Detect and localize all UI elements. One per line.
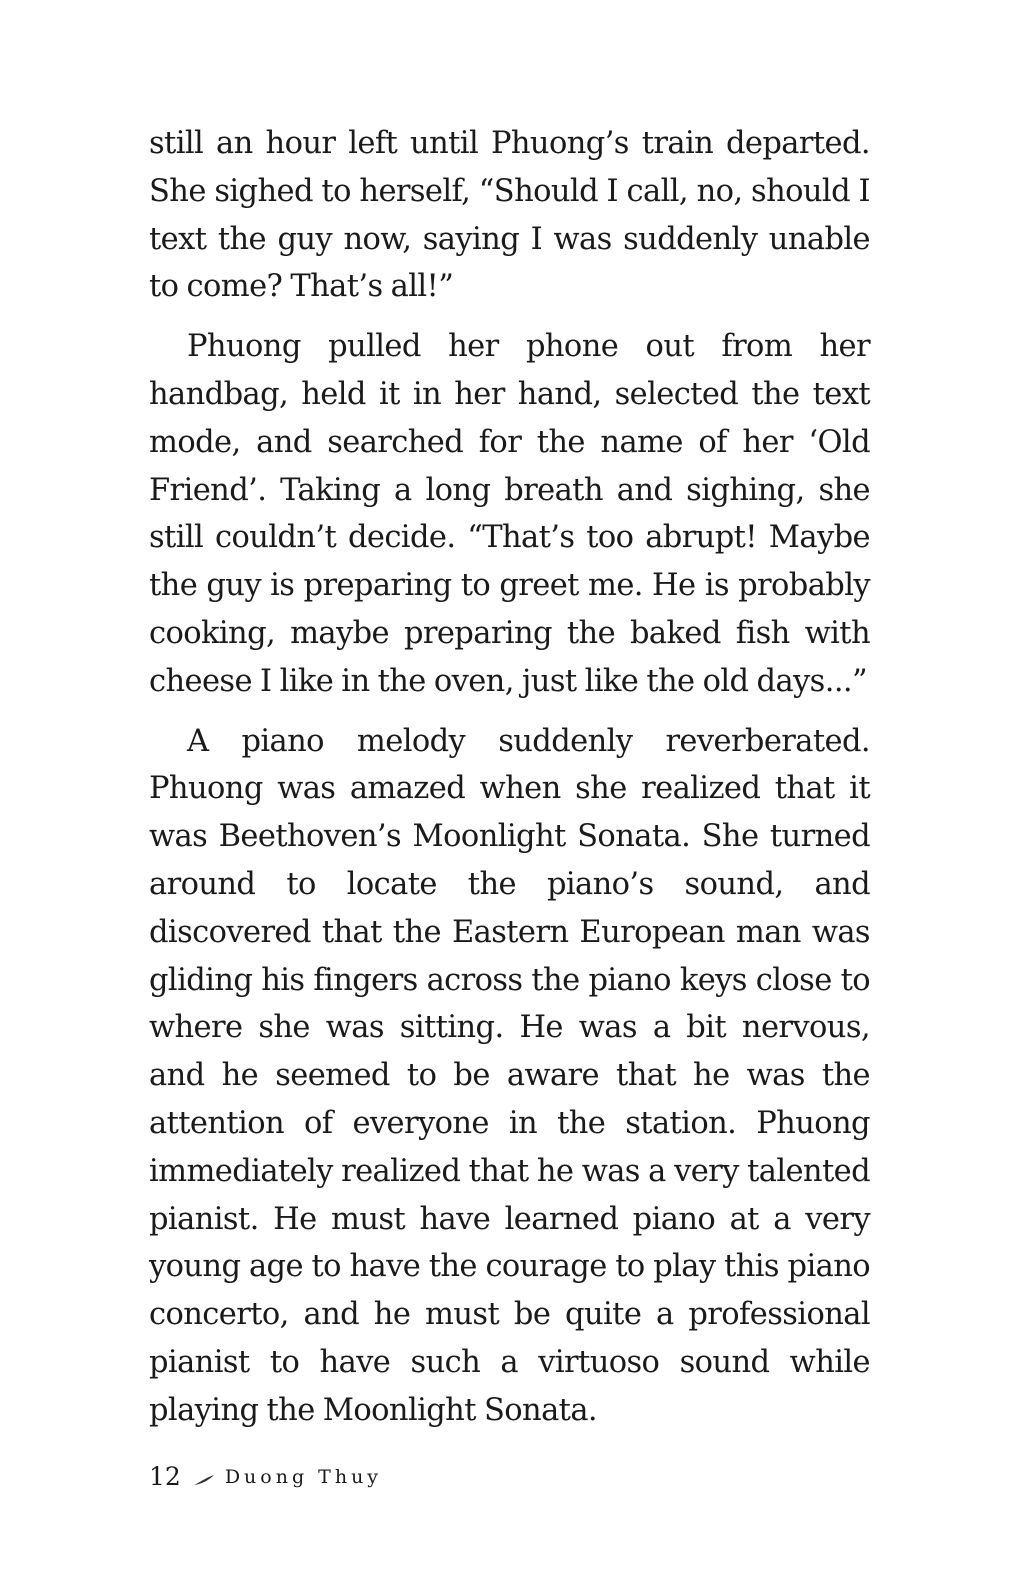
page-body bbox=[149, 120, 870, 1447]
paragraph-1: still an hour left until Phuong’s train departed. She sighed to herself, “Should I call, no, should I text the guy now, saying I was suddenly unable to come? That’s all!” bbox=[149, 126, 870, 305]
paragraph-3: A piano melody suddenly reverberated. Phuong was amazed when she realized that it was Beethoven’s Moonlight Sonata. She turned around to locate the piano’s sound, and discovered that the Eastern European man was gliding his fingers across the piano keys close to where she was sitting. He was a bit nervous, and he seemed to be aware that he was the attention of everyone in the station. Phuong immediately realized that he was a very talented pianist. He must have learned piano at a very young age to have the courage to play this piano concerto, and he must be quite a professional pianist to have such a virtuoso sound while playing the Moonlight Sonata. bbox=[149, 723, 870, 1428]
page-number: 12 bbox=[149, 1462, 181, 1491]
author-name: Duong Thuy bbox=[224, 1465, 383, 1488]
paragraph-2: Phuong pulled her phone out from her handbag, held it in her hand, selected the text mode, and searched for the name of her ‘Old Friend’. Taking a long breath and sighing, she still couldn’t decide. “That’s too abrupt! Maybe the guy is preparing to greet me. He is probably cooking, maybe preparing the baked fish with cheese I like in the oven, just like the old days...” bbox=[149, 329, 870, 699]
page-footer bbox=[149, 1462, 382, 1491]
feather-icon bbox=[193, 1471, 215, 1483]
